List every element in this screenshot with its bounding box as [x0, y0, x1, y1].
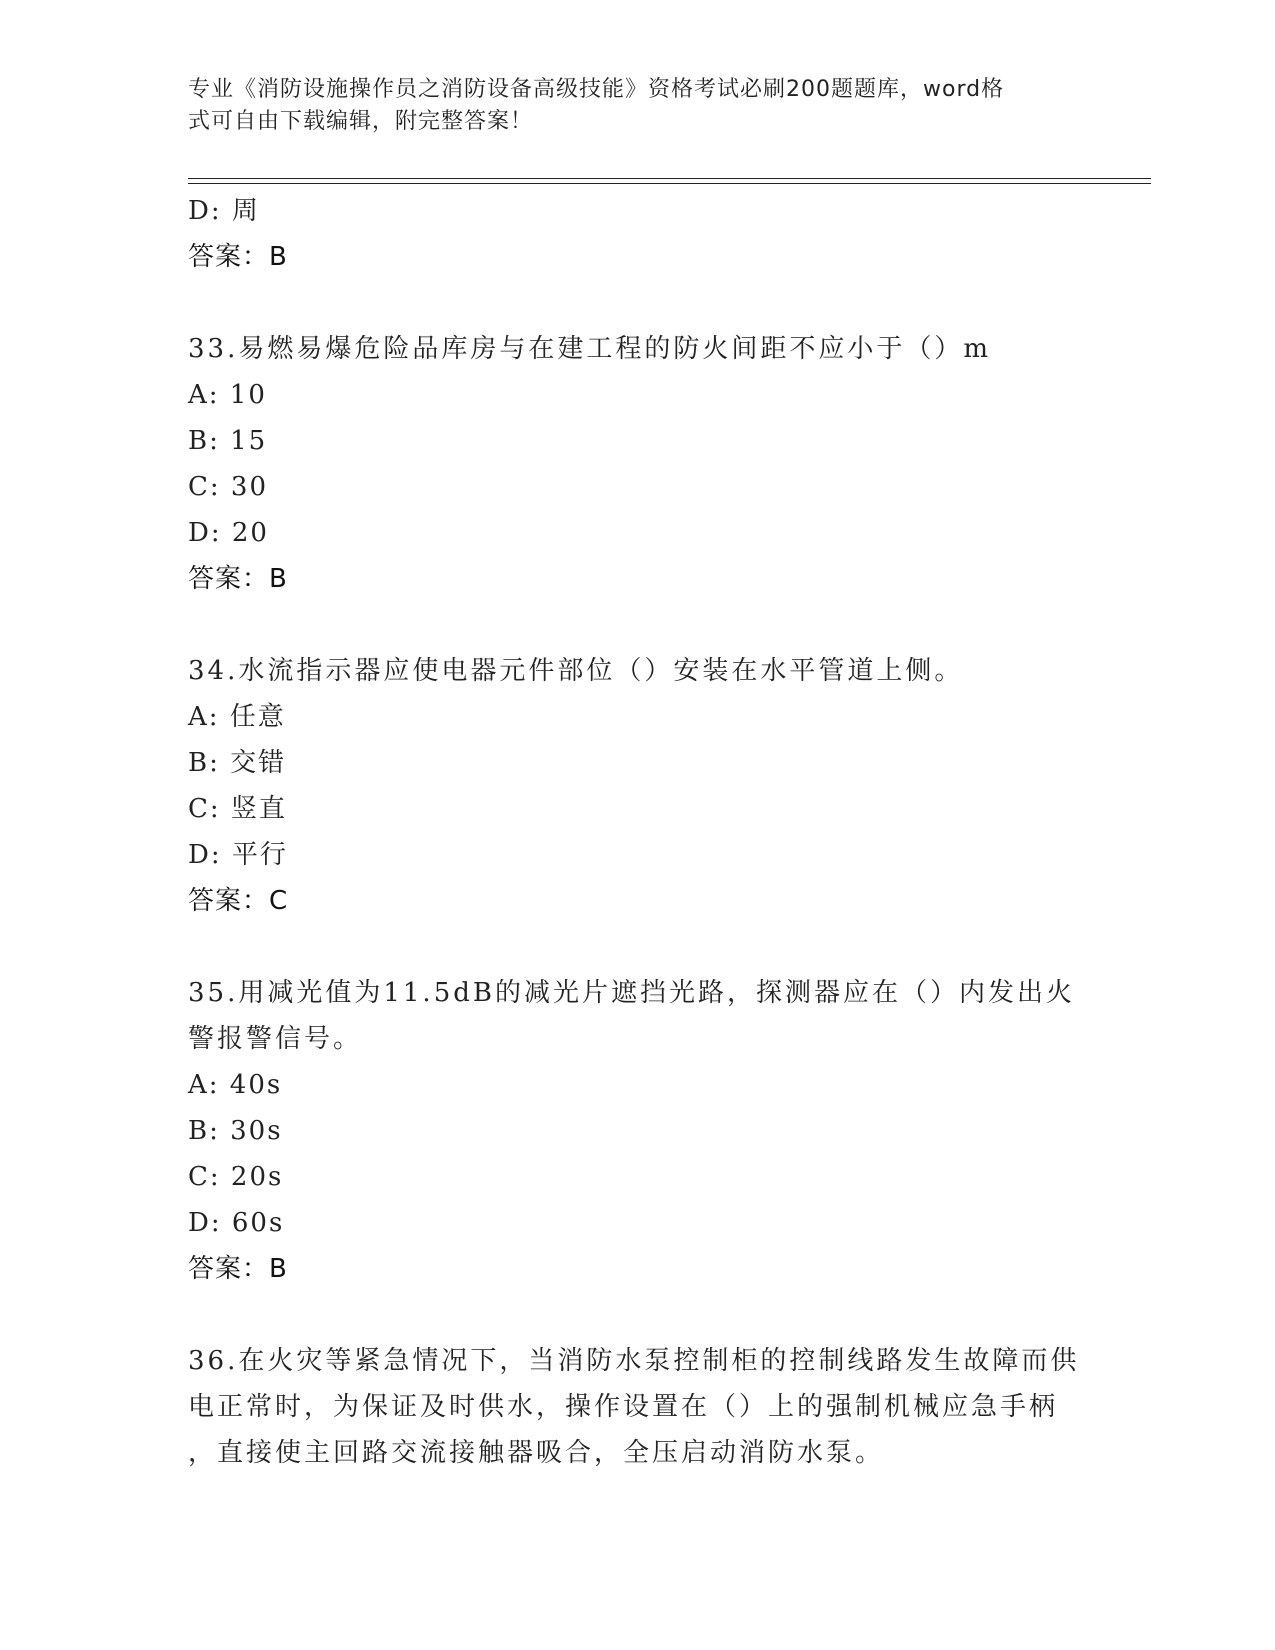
option-c: C: 竖直 — [188, 794, 287, 824]
header-line-2: 式可自由下载编辑，附完整答案！ — [188, 109, 534, 134]
document-header — [188, 74, 1088, 138]
spacer — [188, 280, 1088, 326]
question-text: 警报警信号。 — [188, 1024, 363, 1054]
spacer — [188, 602, 1088, 648]
answer-line: 答案：C — [188, 886, 289, 916]
header-rule-bottom — [188, 183, 1151, 184]
option-b: B: 15 — [188, 426, 268, 456]
option-d: D: 20 — [188, 518, 269, 548]
option-b: B: 交错 — [188, 748, 287, 778]
spacer — [188, 924, 1088, 970]
option-d: D: 60s — [188, 1208, 285, 1238]
option-a: A: 40s — [188, 1070, 283, 1100]
question-text: 电正常时，为保证及时供水，操作设置在（）上的强制机械应急手柄 — [188, 1392, 1059, 1422]
question-text: ，直接使主回路交流接触器吸合，全压启动消防水泵。 — [188, 1438, 885, 1468]
spacer — [188, 1292, 1088, 1338]
question-text: 35.用减光值为11.5dB的减光片遮挡光路，探测器应在（）内发出火 — [188, 978, 1075, 1008]
option-b: B: 30s — [188, 1116, 283, 1146]
header-line-1: 专业《消防设施操作员之消防设备高级技能》资格考试必刷200题题库，word格 — [188, 77, 1005, 102]
option-c: C: 20s — [188, 1162, 284, 1192]
question-text: 34.水流指示器应使电器元件部位（）安装在水平管道上侧。 — [188, 656, 964, 686]
option-d: D: 周 — [188, 196, 260, 226]
question-text: 33.易燃易爆危险品库房与在建工程的防火间距不应小于（）m — [188, 334, 992, 364]
option-d: D: 平行 — [188, 840, 288, 870]
answer-line: 答案：B — [188, 1254, 288, 1284]
answer-line: 答案：B — [188, 564, 288, 594]
answer-line: 答案：B — [188, 242, 288, 272]
question-content — [188, 188, 1088, 1476]
option-a: A: 10 — [188, 380, 267, 410]
option-a: A: 任意 — [188, 702, 286, 732]
question-text: 36.在火灾等紧急情况下，当消防水泵控制柜的控制线路发生故障而供 — [188, 1346, 1080, 1376]
option-c: C: 30 — [188, 472, 269, 502]
header-rule-top — [188, 178, 1151, 179]
